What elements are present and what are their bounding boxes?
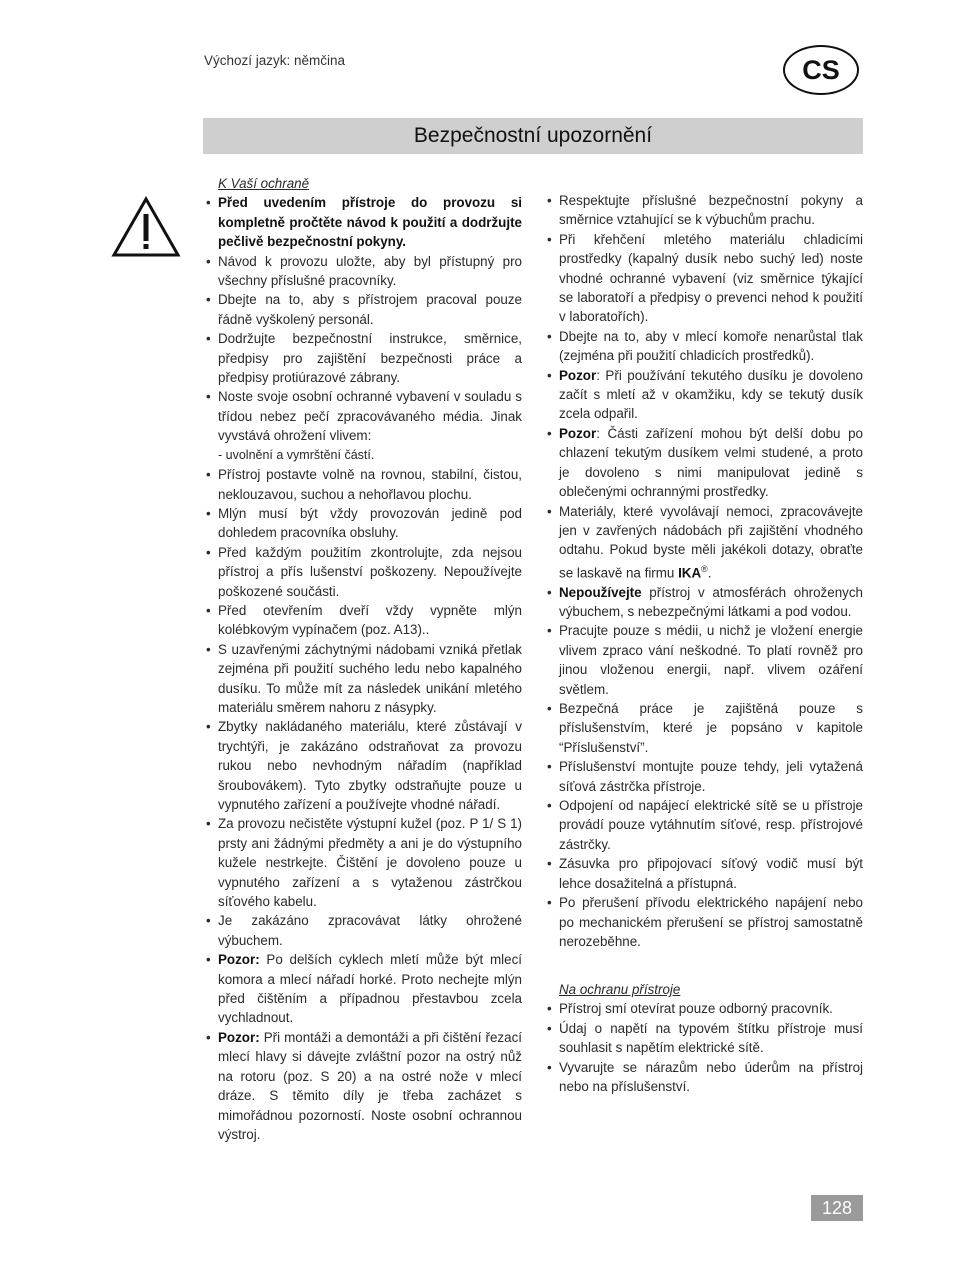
list-item bbox=[559, 424, 863, 502]
list-item bbox=[218, 465, 522, 504]
list-item bbox=[218, 543, 522, 601]
item-text: Před každým použitím zkontrolujte, zda nejsou přístroj a přís lušenství poškozeny. Nepoužívejte poškozené součásti. bbox=[218, 544, 522, 599]
item-text: přístroj v atmosférách ohroženych výbuchem, s nebezpečnými látkami a pod vodou. bbox=[559, 584, 863, 619]
registered-mark: ® bbox=[701, 563, 708, 574]
item-text: Odpojení od napájecí elektrické sítě se u přístroje provádí pouze vytáhnutím síťové, resp. přístrojové zástrčky. bbox=[559, 798, 863, 852]
safety-list-right bbox=[559, 191, 863, 951]
section-title-bar bbox=[203, 118, 863, 154]
list-item bbox=[218, 950, 522, 1028]
list-item bbox=[218, 911, 522, 950]
item-text: Noste svoje osobní ochranné vybavení v souladu s třídou nebez pečí zpracovávaného média. Jinak vyvstává ohrožení vlivem: bbox=[218, 389, 522, 444]
item-subtext: - uvolnění a vymrštění částí. bbox=[218, 447, 375, 462]
list-item bbox=[218, 329, 522, 387]
list-item bbox=[559, 757, 863, 796]
list-item bbox=[218, 193, 522, 251]
item-text: Mlýn musí být vždy provozován jedině pod dohledem pracovníka obsluhy. bbox=[218, 505, 522, 541]
item-text: Pracujte pouze s médii, u nichž je vložení energie vlivem zpraco vání neškodné. To platí rovněž pro jinou vloženou energii, např. vlivem ozáření světlem. bbox=[559, 623, 863, 697]
item-text: Respektujte příslušné bezpečnostní pokyny a směrnice vztahující se k výbuchům prachu. bbox=[559, 193, 863, 228]
list-item bbox=[559, 502, 863, 583]
brand-name: IKA bbox=[678, 565, 702, 581]
list-item bbox=[218, 717, 522, 814]
list-item bbox=[559, 191, 863, 230]
item-text: Dodržujte bezpečnostní instrukce, směrnice, předpisy pro zajištění bezpečnosti práce a předpisy protiúrazové zábrany. bbox=[218, 331, 522, 386]
item-text: Při montáži a demontáži a při čištění řezací mlecí hlavy si dávejte zvláštní pozor na ostrý nůž na rotoru (poz. S 20) a na ostré nože v mlecí dráze. S těmito díly je třeba zacházet s mimořádnou pozorností. Noste osobní ochrannou výstroj. bbox=[218, 1029, 522, 1142]
item-text: Materiály, které vyvolávají nemoci, zpracovávejte jen v zavřených nádobách při zajištění vhodného odtahu. Pokud byste měli jakékoli dotazy, obraťte se laskavě na firmu bbox=[559, 503, 863, 581]
page-title: Bezpečnostní upozornění bbox=[413, 124, 653, 147]
list-item bbox=[218, 290, 522, 329]
item-tail: . bbox=[707, 565, 712, 581]
item-text: Při křehčení mletého materiálu chladicími prostředky (kapalný dusík nebo suchý led) noste vhodné ochranné vybavení (viz směrnice týkající se laboratoří a předpisy o prevenci nehod k použití v laboratořích). bbox=[559, 231, 863, 325]
item-text: Po přerušení přívodu elektrického napájení nebo po mechanickém přerušení se přístroj samostatně nerozeběhne. bbox=[559, 895, 863, 949]
list-item bbox=[559, 327, 863, 366]
list-item bbox=[559, 699, 863, 757]
device-protection-list bbox=[559, 999, 863, 1096]
list-item bbox=[218, 640, 522, 718]
list-item bbox=[559, 621, 863, 699]
item-bold-text: Před uvedením přístroje do provozu si kompletně pročtěte návod k použití a dodržujte pečlivě bezpečnostní pokyny. bbox=[218, 195, 522, 250]
item-text: Po delších cyklech mletí může být mlecí komora a mlecí nářadí horké. Proto nechejte mlýn před čištěním a případnou přestavbou zcela vychladnout. bbox=[218, 952, 522, 1026]
item-text: Dbejte na to, aby s přístrojem pracoval pouze řádně vyškolený personál. bbox=[218, 292, 522, 327]
list-item bbox=[559, 893, 863, 951]
item-text: Údaj o napětí na typovém štítku přístroje musí souhlasit s napětím elektrické sítě. bbox=[559, 1020, 863, 1056]
list-item bbox=[559, 1058, 863, 1097]
item-text: Dbejte na to, aby v mlecí komoře nenarůstal tlak (zejména při použití chladicích prostředků). bbox=[559, 328, 863, 364]
language-badge: CS bbox=[783, 45, 859, 95]
list-item bbox=[218, 387, 522, 465]
item-bold-text: Nepoužívejte bbox=[559, 584, 642, 600]
item-bold-text: Pozor bbox=[559, 425, 597, 441]
item-text: Je zakázáno zpracovávat látky ohrožené výbuchem. bbox=[218, 913, 522, 948]
list-item bbox=[218, 601, 522, 640]
default-language-note: Výchozí jazyk: němčina bbox=[204, 53, 346, 68]
right-column bbox=[559, 191, 863, 951]
item-text: : Při používání tekutého dusíku je dovoleno začít s mletí až v okamžiku, kdy se tekutý dusík zcela odpařil. bbox=[559, 367, 863, 422]
list-item bbox=[218, 1028, 522, 1144]
list-item bbox=[559, 854, 863, 893]
left-column bbox=[218, 174, 522, 1144]
item-text: Za provozu nečistěte výstupní kužel (poz. P 1/ S 1) prsty ani žádnými předměty a ani je do výstupního kužele nestrkejte. Čištění je dovoleno pouze u vypnutého zařízení a s vytaženou zástrčkou síťového kabelu. bbox=[218, 816, 522, 910]
section-heading-your-protection: K Vaší ochraně bbox=[218, 176, 310, 191]
list-item bbox=[559, 796, 863, 854]
item-text: Návod k provozu uložte, aby byl přístupný pro všechny příslušné pracovníky. bbox=[218, 253, 522, 289]
list-item bbox=[559, 230, 863, 327]
item-bold-text: Pozor: bbox=[218, 952, 260, 968]
item-text: : Části zařízení mohou být delší dobu po chlazení tekutým dusíkem velmi studené, a proto je dovoleno s nimi manipulovat jedině s oblečenými ochrannými prostředky. bbox=[559, 425, 863, 500]
device-protection-section bbox=[559, 980, 863, 1096]
list-item bbox=[559, 1019, 863, 1058]
item-text: S uzavřenými záchytnými nádobami vzniká přetlak zejména při použití suchého ledu nebo kapalného dusíku. To může mít za následek unikání mletého materiálu směrem nahoru z násypky. bbox=[218, 641, 522, 715]
list-item bbox=[218, 504, 522, 543]
warning-triangle-icon bbox=[111, 196, 181, 258]
item-text: Přístroj smí otevírat pouze odborný pracovník. bbox=[559, 1001, 833, 1017]
item-bold-text: Pozor: bbox=[218, 1029, 260, 1045]
section-heading-device-protection: Na ochranu přístroje bbox=[559, 982, 681, 997]
list-item bbox=[559, 999, 863, 1018]
list-item bbox=[218, 814, 522, 911]
list-item bbox=[559, 366, 863, 424]
page-number: 128 bbox=[811, 1195, 863, 1221]
item-bold-text: Pozor bbox=[559, 367, 597, 383]
item-text: Před otevřením dveří vždy vypněte mlýn kolébkovým vypínačem (poz. A13).. bbox=[218, 602, 522, 638]
item-text: Bezpečná práce je zajištěná pouze s příslušenstvím, které je popsáno v kapitole “Příslušenství”. bbox=[559, 701, 863, 755]
list-item bbox=[559, 583, 863, 622]
item-text: Zásuvka pro připojovací síťový vodič musí být lehce dosažitelná a přístupná. bbox=[559, 856, 863, 891]
item-text: Přístroj postavte volně na rovnou, stabilní, čistou, neklouzavou, suchou a nehořlavou plochu. bbox=[218, 467, 522, 502]
item-text: Vyvarujte se nárazům nebo úderům na přístroj nebo na příslušenství. bbox=[559, 1059, 863, 1095]
item-text: Zbytky nakládaného materiálu, které zůstávají v trychtýři, je zakázáno odstraňovat za provozu rukou nebo nevhodným nářadím (například šroubovákem). Tyto zbytky odstraňujte pouze u vypnutého zařízení a používejte vhodné nářadí. bbox=[218, 719, 522, 812]
item-text: Příslušenství montujte pouze tehdy, jeli vytažená síťová zástrčka přístroje. bbox=[559, 759, 863, 794]
list-item bbox=[218, 252, 522, 291]
safety-list-left bbox=[218, 193, 522, 1144]
